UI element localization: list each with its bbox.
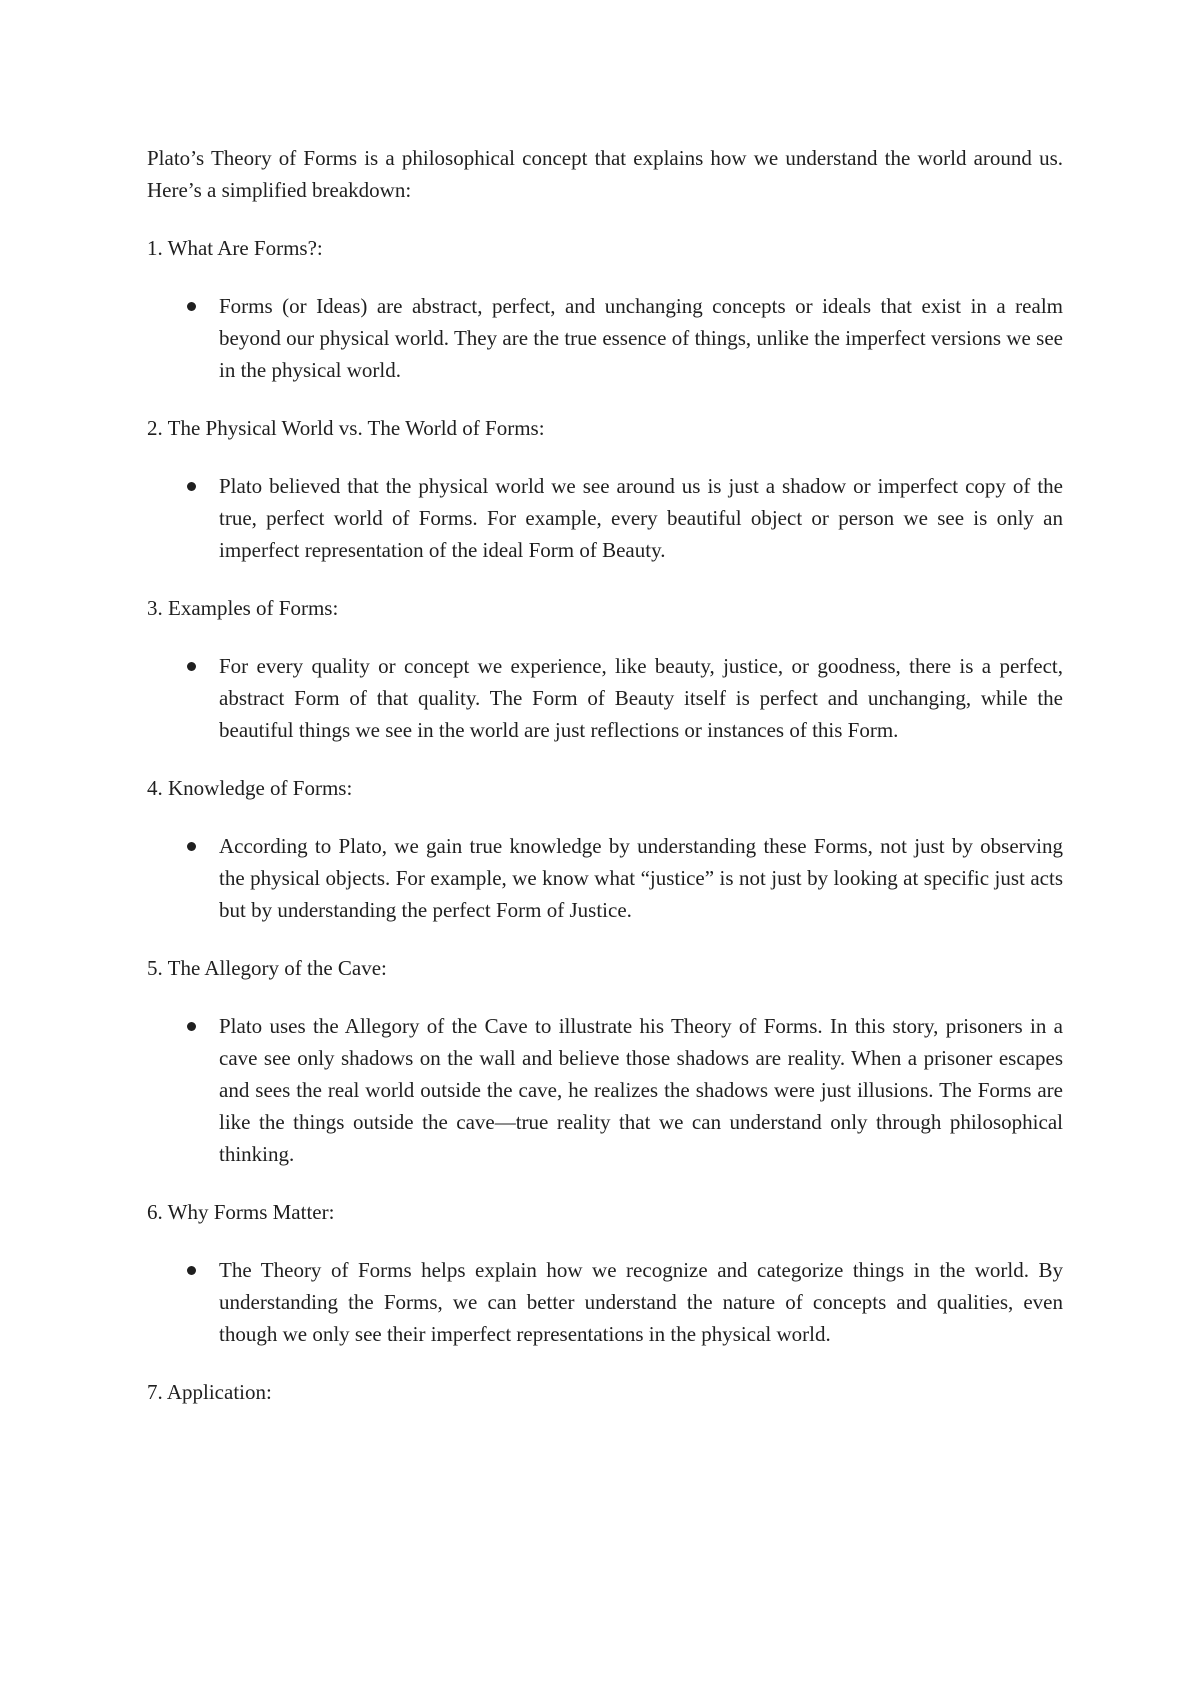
section-heading: 3. Examples of Forms: <box>147 596 339 620</box>
section-heading: 7. Application: <box>147 1380 272 1404</box>
bullet-text: Plato uses the Allegory of the Cave to illustrate his Theory of Forms. In this story, prisoners in a cave see only shadows on the wall and believe those shadows are reality. When a prisoner escapes and sees the real world outside the cave, he realizes the shadows were just illusions. The Forms are like the things outside the cave—true reality that we can understand only through philosophical thinking. <box>219 1014 1063 1166</box>
bullet-list <box>147 830 1063 926</box>
section-heading: 4. Knowledge of Forms: <box>147 776 353 800</box>
bullet-icon <box>187 482 196 491</box>
section-examples <box>147 592 1063 746</box>
bullet-text: Forms (or Ideas) are abstract, perfect, and unchanging concepts or ideals that exist in a realm beyond our physical world. They are the true essence of things, unlike the imperfect versions we see in the physical world. <box>219 294 1063 382</box>
bullet-item <box>147 1010 1063 1170</box>
section-why-forms-matter <box>147 1196 1063 1350</box>
bullet-item <box>147 830 1063 926</box>
bullet-icon <box>187 1266 196 1275</box>
bullet-item <box>147 470 1063 566</box>
bullet-icon <box>187 662 196 671</box>
intro-paragraph: Plato’s Theory of Forms is a philosophical concept that explains how we understand the world around us. Here’s a simplified breakdown: <box>147 146 1063 202</box>
section-heading: 2. The Physical World vs. The World of Forms: <box>147 416 545 440</box>
bullet-list <box>147 650 1063 746</box>
bullet-item <box>147 650 1063 746</box>
bullet-item <box>147 290 1063 386</box>
section-allegory <box>147 952 1063 1170</box>
bullet-text: For every quality or concept we experience, like beauty, justice, or goodness, there is a perfect, abstract Form of that quality. The Form of Beauty itself is perfect and unchanging, while the beautiful things we see in the world are just reflections or instances of this Form. <box>219 654 1063 742</box>
section-heading: 1. What Are Forms?: <box>147 236 323 260</box>
bullet-icon <box>187 842 196 851</box>
section-knowledge <box>147 772 1063 926</box>
section-application <box>147 1376 1063 1408</box>
bullet-list <box>147 1254 1063 1350</box>
section-heading: 6. Why Forms Matter: <box>147 1200 335 1224</box>
bullet-list <box>147 470 1063 566</box>
bullet-list <box>147 290 1063 386</box>
bullet-list <box>147 1010 1063 1170</box>
bullet-text: The Theory of Forms helps explain how we recognize and categorize things in the world. By understanding the Forms, we can better understand the nature of concepts and qualities, even though we only see their imperfect representations in the physical world. <box>219 1258 1063 1346</box>
bullet-icon <box>187 302 196 311</box>
bullet-text: According to Plato, we gain true knowledge by understanding these Forms, not just by observing the physical objects. For example, we know what “justice” is not just by looking at specific just acts but by understanding the perfect Form of Justice. <box>219 834 1063 922</box>
bullet-item <box>147 1254 1063 1350</box>
section-what-are-forms <box>147 232 1063 386</box>
document-page <box>147 142 1063 1434</box>
section-heading: 5. The Allegory of the Cave: <box>147 956 387 980</box>
bullet-icon <box>187 1022 196 1031</box>
bullet-text: Plato believed that the physical world we see around us is just a shadow or imperfect copy of the true, perfect world of Forms. For example, every beautiful object or person we see is only an imperfect representation of the ideal Form of Beauty. <box>219 474 1063 562</box>
section-physical-world <box>147 412 1063 566</box>
